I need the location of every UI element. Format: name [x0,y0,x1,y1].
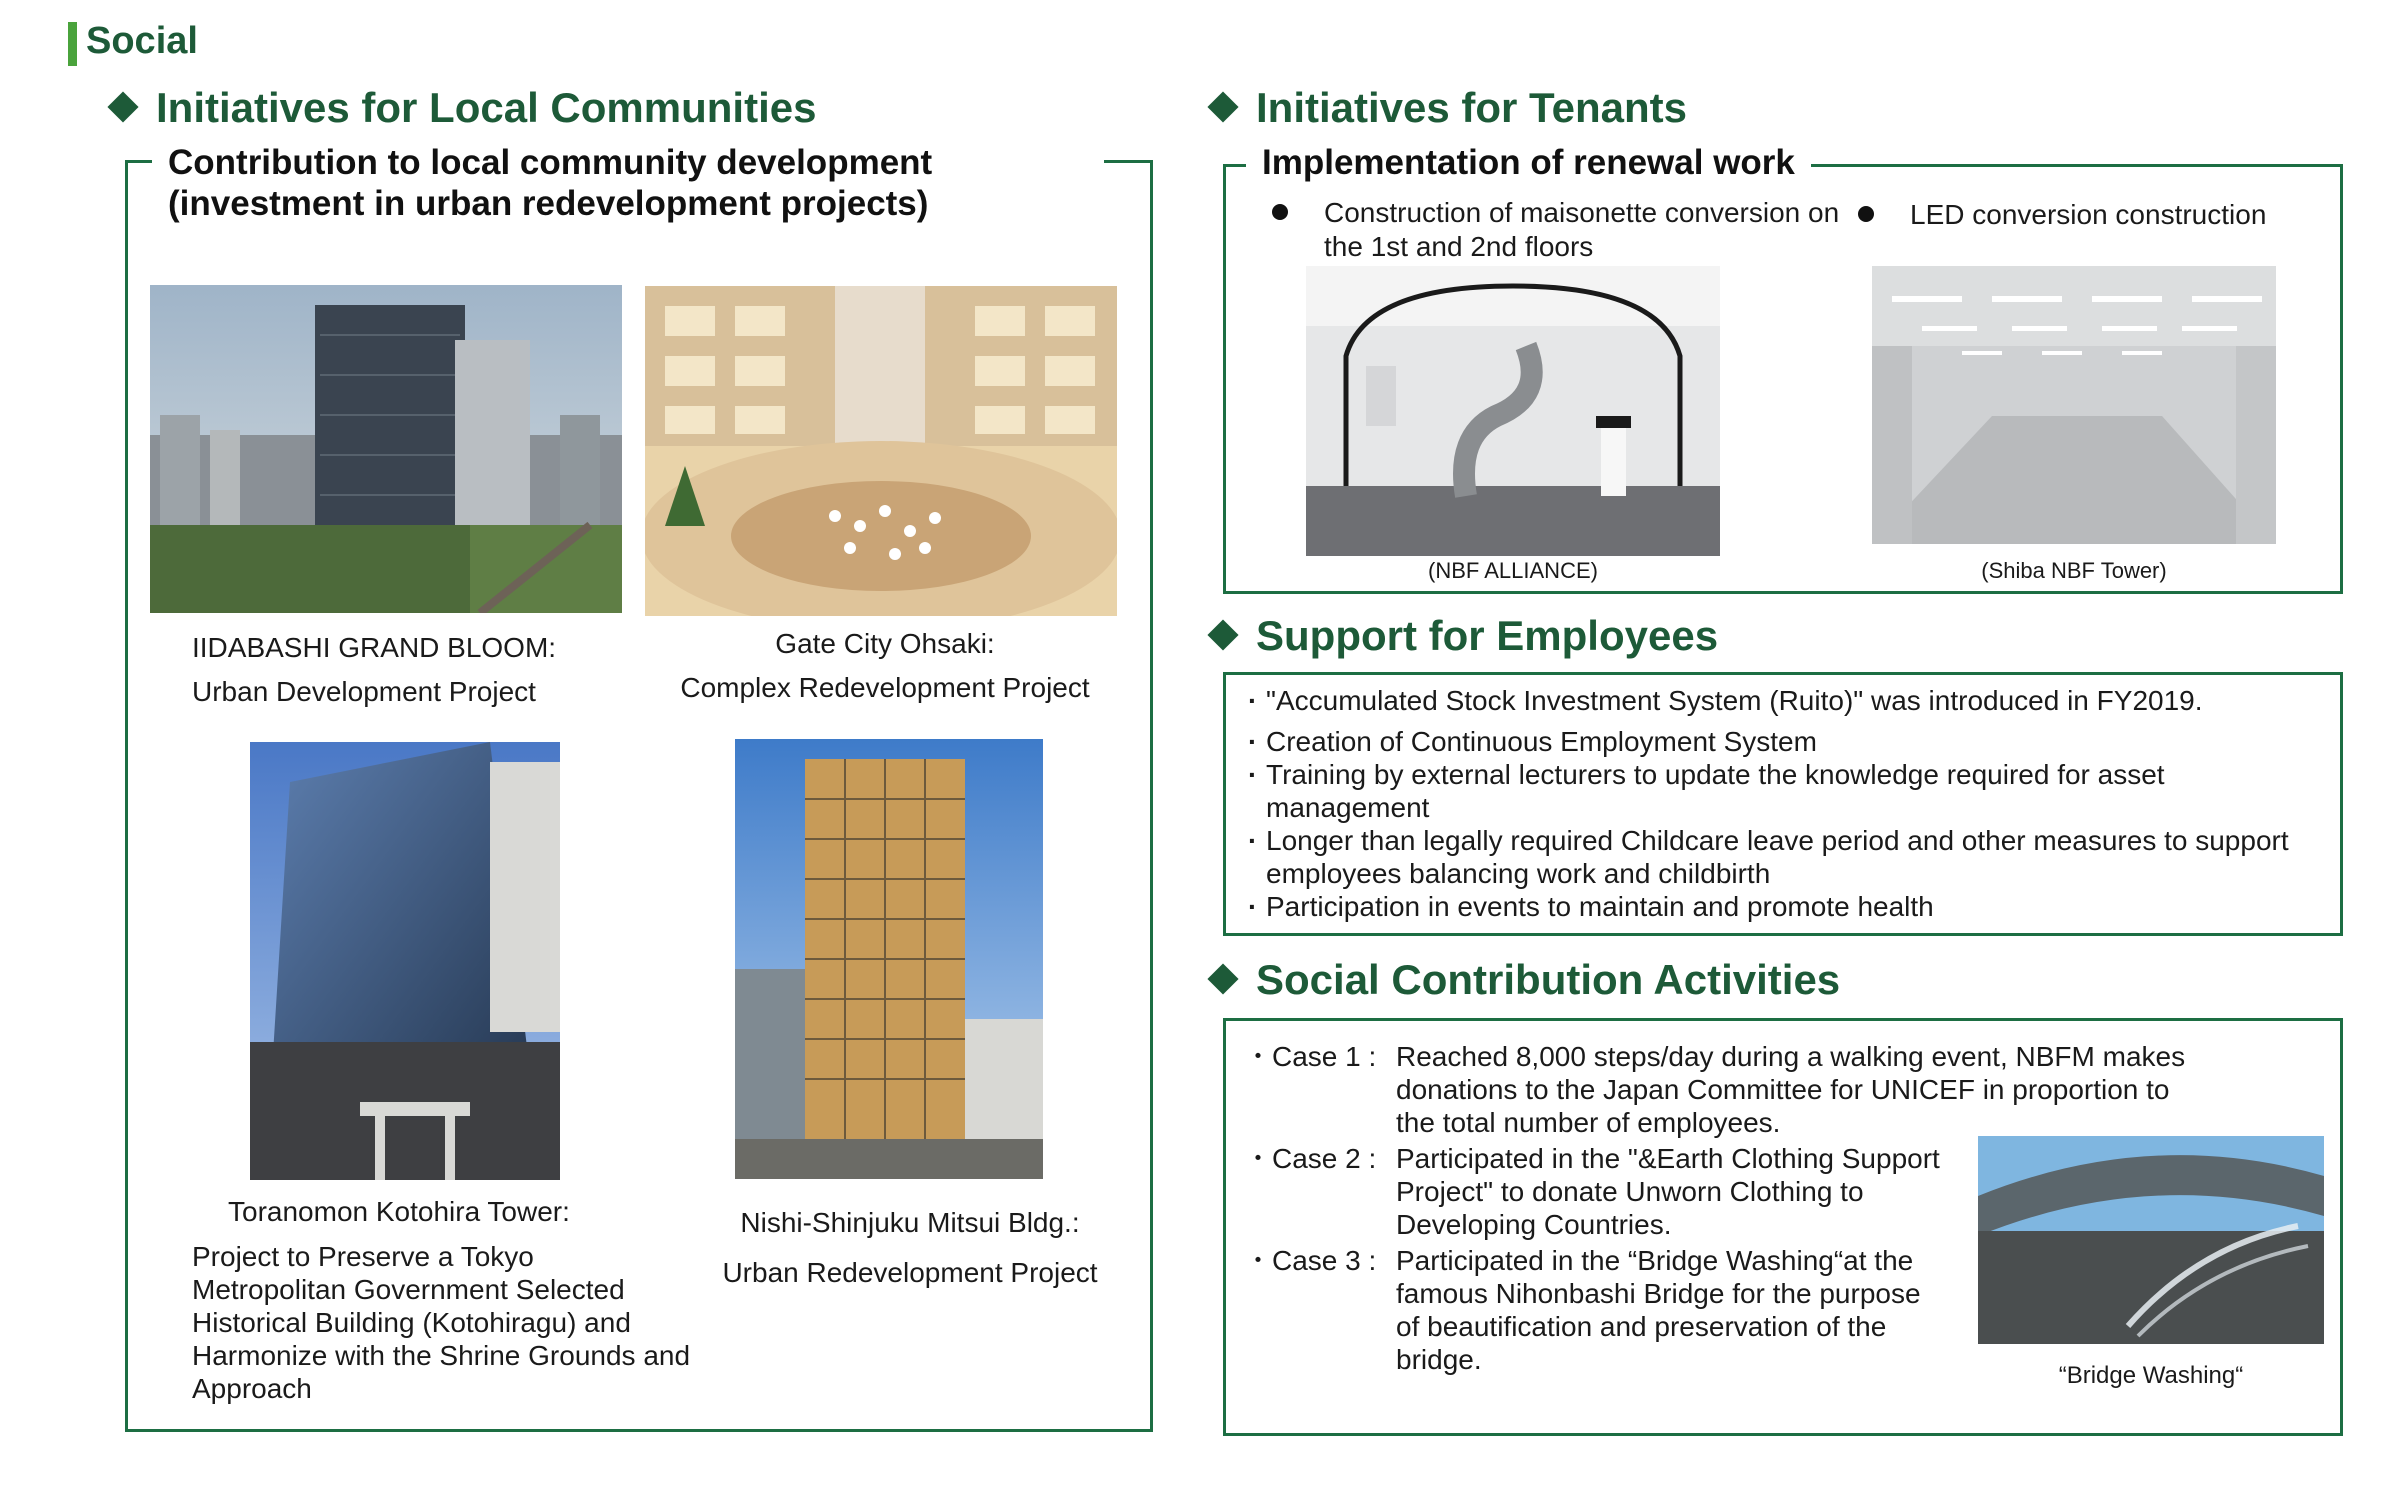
employees-list [1244,684,2324,923]
contribution-heading: Social Contribution Activities [1212,956,1840,1004]
project-gatecity-caption: Gate City Ohsaki: Complex Redevelopment Project [680,628,1090,703]
toranomon-photo [250,742,560,1180]
employee-item: · Creation of Continuous Employment System [1244,725,2324,758]
project-iidabashi-caption: IIDABASHI GRAND BLOOM: Urban Development Project [192,632,557,707]
maisonette-photo [1306,266,1720,556]
tenant-item-led: LED conversion construction [1858,198,2338,232]
case-3: ・Case 3 : Participated in the “Bridge Washing“at the famous Nihonbashi Bridge for the purpose of beautification and preservation of the bridge. [1244,1245,1921,1375]
local-communities-heading: Initiatives for Local Communities [112,84,816,132]
iidabashi-photo [150,285,622,613]
led-photo [1872,266,2276,544]
employee-item: · "Accumulated Stock Investment System (Ruito)" was introduced in FY2019. [1244,684,2324,717]
case-1: ・Case 1 : Reached 8,000 steps/day during a walking event, NBFM makes donations to the Japan Committee for UNICEF in proportion to the total number of employees. [1244,1041,2186,1138]
employee-item: · Participation in events to maintain and promote health [1244,890,2324,923]
case-2: ・Case 2 : Participated in the "&Earth Clothing Support Project" to donate Unworn Clothing to Developing Countries. [1244,1143,1940,1240]
diamond-icon [1207,91,1238,122]
gate-city-photo [645,286,1117,616]
maisonette-caption: (NBF ALLIANCE) [1428,558,1598,583]
project-nishishinjuku-caption: Nishi-Shinjuku Mitsui Bldg.: Urban Redevelopment Project [722,1207,1098,1288]
bullet-icon [1858,206,1874,222]
diamond-icon [107,91,138,122]
tenants-heading: Initiatives for Tenants [1212,84,1687,132]
bridge-washing-caption: “Bridge Washing“ [2058,1362,2244,1389]
employees-heading: Support for Employees [1212,612,1718,660]
led-caption: (Shiba NBF Tower) [1981,558,2167,583]
nishi-shinjuku-photo [735,739,1043,1179]
section-title: Social [86,20,198,62]
diamond-icon [1207,619,1238,650]
bullet-icon [1272,204,1288,220]
employee-item: · Training by external lecturers to update the knowledge required for asset management [1244,758,2324,824]
tenants-frame-title: Implementation of renewal work [1246,142,1811,183]
bridge-washing-photo [1978,1136,2324,1344]
diamond-icon [1207,963,1238,994]
local-frame-title: Contribution to local community development (investment in urban redevelopment projects) [152,142,1104,224]
project-toranomon-caption: Toranomon Kotohira Tower: Project to Preserve a Tokyo Metropolitan Government Selected Historical Building (Kotohiragu) and Harmonize with the Shrine Grounds and Approach [192,1196,691,1404]
section-accent-bar [68,22,77,66]
employee-item: · Longer than legally required Childcare leave period and other measures to support employees balancing work and childbirth [1244,824,2324,890]
tenant-item-maisonette: Construction of maisonette conversion on the 1st and 2nd floors [1272,196,1852,264]
